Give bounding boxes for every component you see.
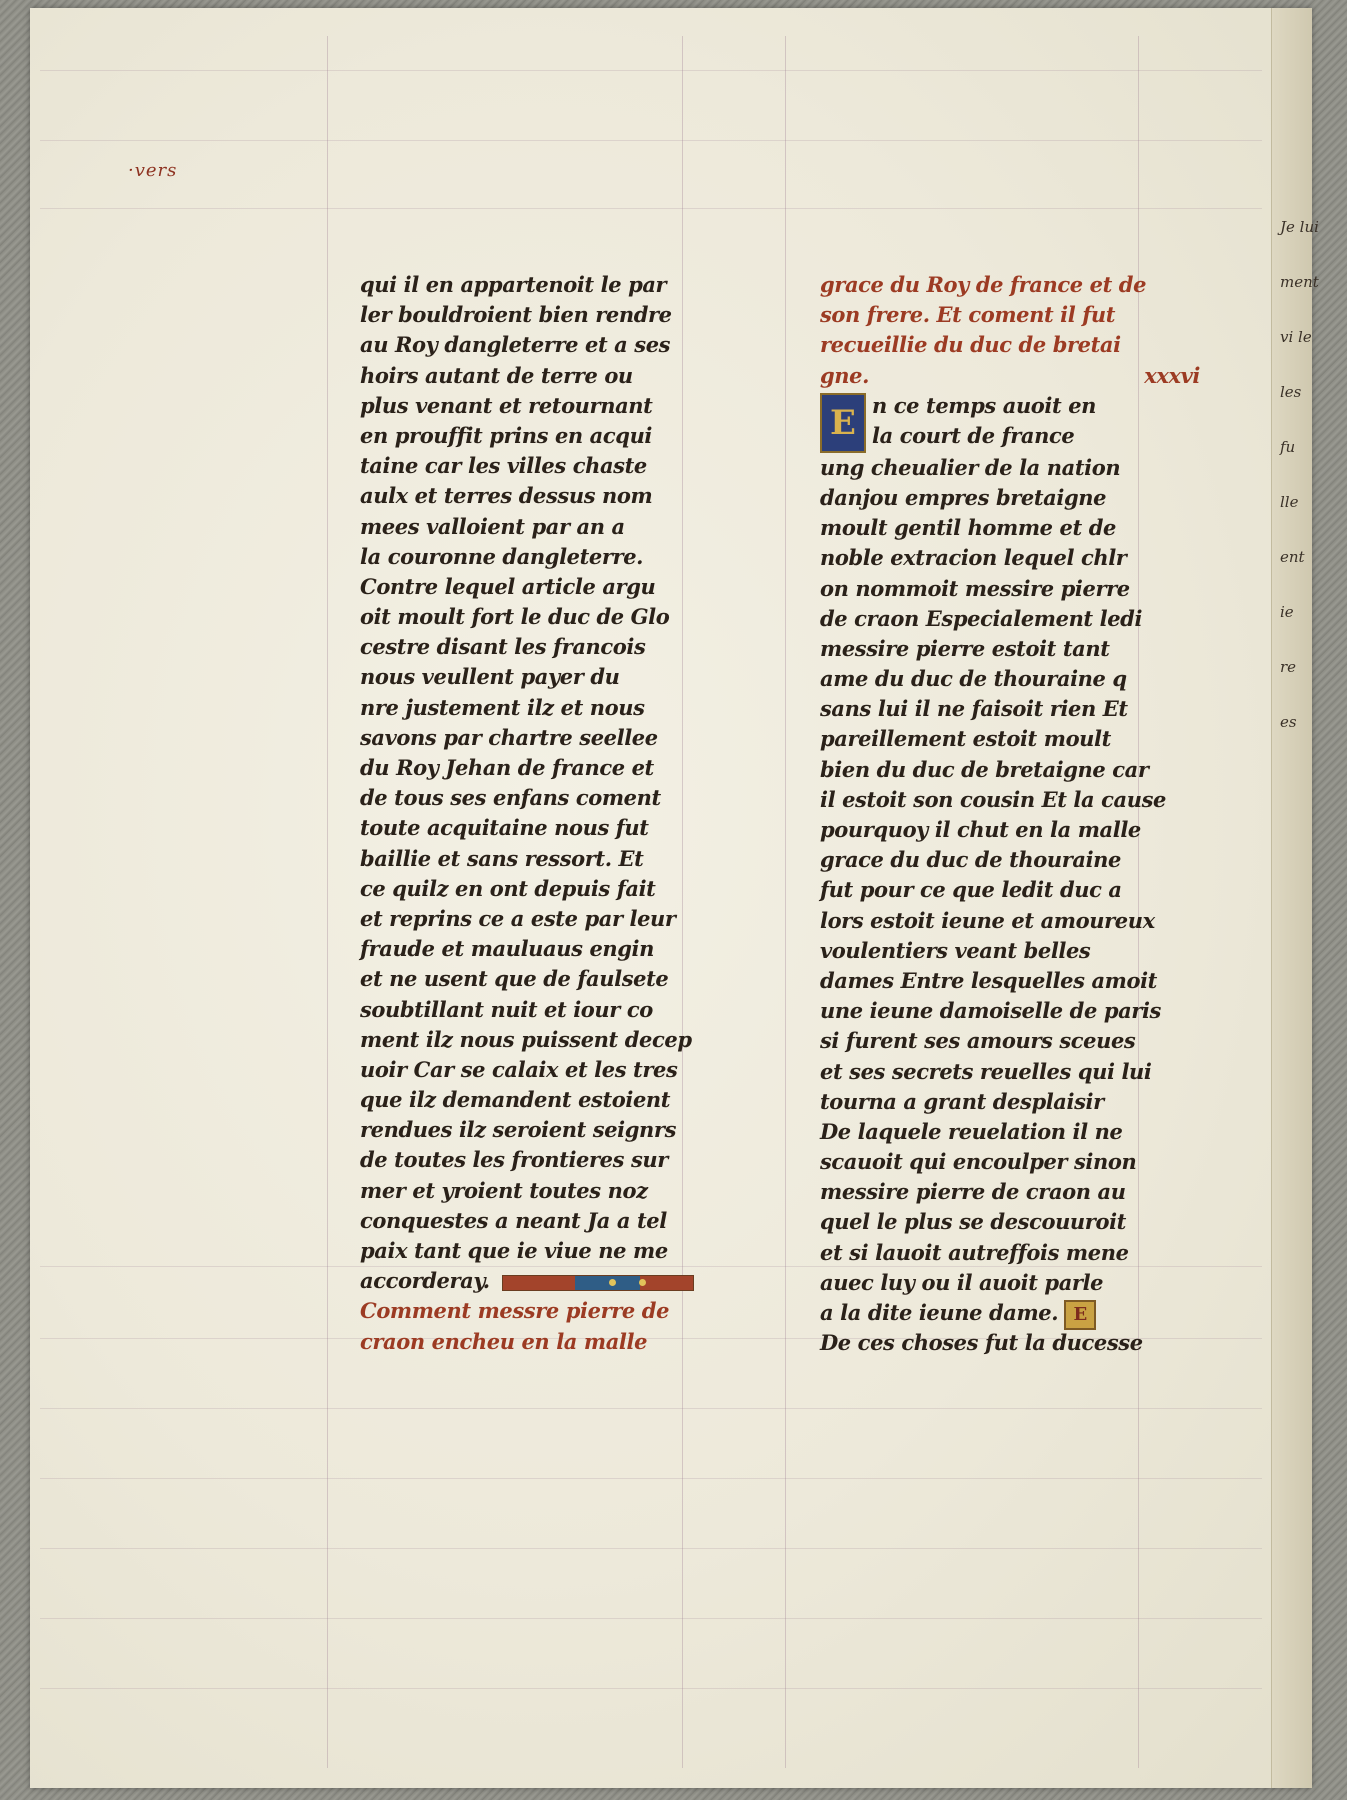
decorated-initial-block bbox=[820, 391, 1220, 453]
text-line: mees valloient par an a bbox=[360, 513, 625, 539]
text-line: n ce temps auoit en bbox=[872, 392, 1097, 418]
text-line: voulentiers veant belles bbox=[820, 937, 1091, 963]
rubric-line: gne. bbox=[820, 362, 870, 388]
decorative-line-filler bbox=[502, 1275, 694, 1291]
text-line: du Roy Jehan de france et bbox=[360, 755, 654, 780]
text-line: baillie et sans ressort. Et bbox=[360, 845, 644, 871]
text-line: accorderay. bbox=[360, 1266, 750, 1296]
text-line: fraude et mauluaus engin bbox=[360, 936, 655, 962]
text-line: De laquele reuelation il ne bbox=[820, 1118, 1123, 1144]
text-line: savons par chartre seellee bbox=[360, 724, 658, 750]
text-line: conquestes a neant Ja a tel bbox=[360, 1207, 667, 1233]
text-line: paix tant que ie viue ne me bbox=[360, 1238, 668, 1263]
text-line: moult gentil homme et de bbox=[820, 515, 1116, 541]
ruling-line bbox=[40, 1688, 1262, 1689]
text-line: de toutes les frontieres sur bbox=[360, 1147, 668, 1173]
rubric-line: son frere. Et coment il fut bbox=[820, 302, 1116, 328]
text-line: grace du duc de thouraine bbox=[820, 847, 1122, 873]
illuminated-initial: E bbox=[820, 393, 866, 453]
manuscript-page bbox=[30, 8, 1319, 1788]
text-line: la court de france bbox=[872, 422, 1075, 448]
text-line: et reprins ce a este par leur bbox=[360, 905, 676, 931]
edge-text-fragment: ment bbox=[1280, 273, 1319, 291]
ruling-line bbox=[40, 1618, 1262, 1619]
text-line: si furent ses amours sceues bbox=[820, 1028, 1136, 1054]
text-line: il estoit son cousin Et la cause bbox=[820, 786, 1166, 812]
text-line: de craon Especialement ledi bbox=[820, 605, 1143, 631]
text-line: pareillement estoit moult bbox=[820, 726, 1111, 752]
text-line: ung cheualier de la nation bbox=[820, 454, 1121, 480]
text-line: lors estoit ieune et amoureux bbox=[820, 907, 1155, 933]
text-line: Contre lequel article argu bbox=[360, 573, 656, 599]
rubric-line: xxxvi bbox=[1144, 362, 1200, 388]
text-line: soubtillant nuit et iour co bbox=[360, 996, 653, 1022]
text-line: scauoit qui encoulper sinon bbox=[820, 1149, 1137, 1175]
text-line: dames Entre lesquelles amoit bbox=[820, 967, 1157, 993]
text-line: qui il en appartenoit le par bbox=[360, 272, 667, 297]
paragraph-initial: E bbox=[1064, 1300, 1096, 1330]
text-line: cestre disant les francois bbox=[360, 634, 646, 660]
edge-text-fragment: es bbox=[1280, 713, 1297, 731]
text-line: a la dite ieune dame. E bbox=[820, 1298, 1220, 1328]
text-line: la couronne dangleterre. bbox=[360, 543, 644, 569]
edge-text-fragment: les bbox=[1280, 383, 1302, 401]
text-line: ment ilz nous puissent decep bbox=[360, 1026, 692, 1052]
text-line: noble extracion lequel chlr bbox=[820, 545, 1127, 571]
edge-text-fragment: vi le bbox=[1280, 328, 1312, 346]
text-line: une ieune damoiselle de paris bbox=[820, 998, 1161, 1024]
rubric-line: grace du Roy de france et de bbox=[820, 272, 1147, 297]
text-line: De ces choses fut la ducesse bbox=[820, 1330, 1143, 1356]
text-line: fut pour ce que ledit duc a bbox=[820, 877, 1122, 903]
right-text-column bbox=[820, 270, 1220, 1358]
edge-text-fragment: ent bbox=[1280, 548, 1305, 566]
text-line: mer et yroient toutes noz bbox=[360, 1177, 648, 1203]
edge-text-fragment: re bbox=[1280, 658, 1297, 676]
text-line: taine car les villes chaste bbox=[360, 453, 647, 479]
text-line: oit moult fort le duc de Glo bbox=[360, 604, 670, 630]
text-line: messire pierre estoit tant bbox=[820, 635, 1110, 661]
ruling-line bbox=[40, 1408, 1262, 1409]
ruling-line bbox=[40, 208, 1262, 209]
text-line: et ne usent que de faulsete bbox=[360, 966, 669, 992]
text-line: nous veullent payer du bbox=[360, 664, 620, 690]
text-line: aulx et terres dessus nom bbox=[360, 483, 653, 509]
text-line: et ses secrets reuelles qui lui bbox=[820, 1058, 1152, 1084]
rubric-line: craon encheu en la malle bbox=[360, 1328, 648, 1354]
text-line: et si lauoit autreffois mene bbox=[820, 1239, 1129, 1265]
facing-page-edge bbox=[1271, 8, 1319, 1788]
ruling-line bbox=[40, 1478, 1262, 1479]
margin-note: ·vers bbox=[128, 160, 178, 181]
text-line: toute acquitaine nous fut bbox=[360, 815, 649, 841]
text-line: ce quilz en ont depuis fait bbox=[360, 875, 656, 901]
text-line: uoir Car se calaix et les tres bbox=[360, 1056, 678, 1082]
text-line: au Roy dangleterre et a ses bbox=[360, 332, 671, 358]
ruling-line bbox=[785, 36, 786, 1768]
text-line: nre justement ilz et nous bbox=[360, 694, 645, 720]
text-line: pourquoy il chut en la malle bbox=[820, 817, 1141, 842]
ruling-line bbox=[40, 1548, 1262, 1549]
text-line: de tous ses enfans coment bbox=[360, 785, 661, 811]
text-line: ler bouldroient bien rendre bbox=[360, 302, 672, 328]
rubric-line: recueillie du duc de bretai bbox=[820, 332, 1121, 358]
edge-text-fragment: ie bbox=[1280, 603, 1294, 621]
text-line: bien du duc de bretaigne car bbox=[820, 756, 1149, 782]
text-line: quel le plus se descouuroit bbox=[820, 1209, 1126, 1235]
edge-text-fragment: lle bbox=[1280, 493, 1299, 511]
edge-text-fragment: fu bbox=[1280, 438, 1296, 456]
text-line: tourna a grant desplaisir bbox=[820, 1088, 1104, 1114]
left-text-column bbox=[360, 270, 750, 1357]
text-line: hoirs autant de terre ou bbox=[360, 362, 633, 388]
text-line: plus venant et retournant bbox=[360, 392, 653, 418]
text-line: danjou empres bretaigne bbox=[820, 484, 1107, 510]
text-line: en prouffit prins en acqui bbox=[360, 422, 653, 448]
ruling-line bbox=[40, 70, 1262, 71]
ruling-line bbox=[327, 36, 328, 1768]
edge-text-fragment: Je lui bbox=[1280, 218, 1319, 236]
text-line: ame du duc de thouraine q bbox=[820, 666, 1127, 692]
text-line: que ilz demandent estoient bbox=[360, 1087, 671, 1113]
text-line: messire pierre de craon au bbox=[820, 1179, 1126, 1205]
rubric-line: Comment messre pierre de bbox=[360, 1298, 670, 1324]
text-line: rendues ilz seroient seignrs bbox=[360, 1117, 677, 1143]
text-line: auec luy ou il auoit parle bbox=[820, 1269, 1104, 1295]
text-line: on nommoit messire pierre bbox=[820, 575, 1130, 601]
text-line: sans lui il ne faisoit rien Et bbox=[820, 696, 1128, 722]
ruling-line bbox=[40, 140, 1262, 141]
